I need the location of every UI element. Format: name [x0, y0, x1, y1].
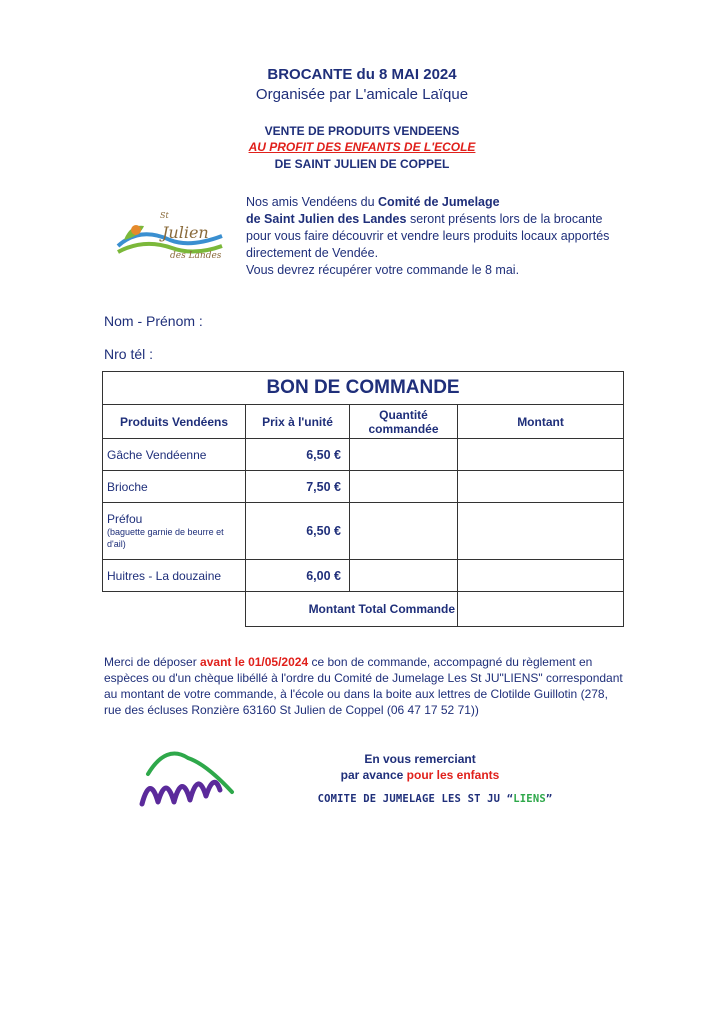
- total-row: [103, 592, 624, 627]
- title-organisee: Organisée par L'amicale Laïque: [255, 86, 469, 103]
- product-price: 6,00 €: [246, 560, 350, 592]
- intro-text-4: Vous devrez récupérer votre commande le 8 mai.: [246, 263, 520, 277]
- product-price: 7,50 €: [246, 471, 350, 503]
- product-name: Préfou: [107, 512, 143, 526]
- thanks-enfants: pour les enfants: [406, 768, 500, 782]
- product-price: 6,50 €: [246, 439, 350, 471]
- amount-cell[interactable]: [458, 503, 624, 560]
- intro-text-1: Nos amis Vendéens du: [246, 195, 379, 209]
- subtitle-vente: VENTE DE PRODUITS VENDEENS: [264, 124, 460, 138]
- product-name: Brioche: [103, 471, 246, 503]
- logo-julien-text: Julien: [162, 223, 209, 242]
- quantity-cell[interactable]: [350, 471, 458, 503]
- product-price: 6,50 €: [246, 503, 350, 560]
- subtitle-profit: AU PROFIT DES ENFANTS DE L'ECOLE: [248, 140, 476, 154]
- footer-instructions: [104, 654, 624, 718]
- product-cell: [103, 503, 246, 560]
- total-empty-cell: [103, 592, 246, 627]
- intro-saint-julien: de Saint Julien des Landes: [246, 212, 407, 226]
- product-name: Huitres - La douzaine: [103, 560, 246, 592]
- title-brocante: BROCANTE du 8 MAI 2024: [267, 66, 457, 83]
- intro-paragraph: [246, 194, 626, 279]
- comite-liens: LIENS: [513, 793, 546, 805]
- table-row: [103, 503, 624, 560]
- logo-st-text: St: [160, 211, 169, 220]
- tel-label: Nro tél :: [104, 346, 154, 362]
- quantity-cell[interactable]: [350, 503, 458, 560]
- order-table: [102, 371, 624, 627]
- thanks-text: par avance: [340, 768, 407, 782]
- order-table-title: BON DE COMMANDE: [103, 372, 624, 405]
- thanks-line-2: [300, 768, 540, 782]
- product-note: (baguette garnie de beurre et d'ail): [107, 527, 224, 549]
- comite-quote-end: ”: [545, 793, 553, 805]
- table-row: [103, 439, 624, 471]
- st-julien-logo: [110, 196, 230, 276]
- subtitle-ecole: DE SAINT JULIEN DE COPPEL: [274, 157, 450, 171]
- footer-text-2: ce bon de commande, accompagné du règlement en espèces ou d'un chèque libéllé à l'ordre du Comité de Jumelage Les St JU"LIENS" correspondant au montant de votre commande, à l'école ou dans la boite aux lettres de Clotilde Guillotin (278, rue des écluses Ronzière 63160 St Julien de Coppel (06 47 17 52 71)): [104, 655, 623, 717]
- intro-comite: Comité de Jumelage: [378, 195, 500, 209]
- amount-cell[interactable]: [458, 560, 624, 592]
- amount-cell[interactable]: [458, 439, 624, 471]
- nom-prenom-label: Nom - Prénom :: [104, 313, 203, 329]
- liens-logo: [136, 744, 236, 814]
- quantity-cell[interactable]: [350, 439, 458, 471]
- col-header-price: Prix à l'unité: [246, 405, 350, 439]
- logo-des-landes-text: des Landes: [170, 251, 222, 261]
- total-label: Montant Total Commande: [246, 592, 458, 627]
- amount-cell[interactable]: [458, 471, 624, 503]
- table-row: [103, 560, 624, 592]
- comite-text: COMITE DE JUMELAGE LES ST JU “: [317, 793, 514, 805]
- product-name: Gâche Vendéenne: [103, 439, 246, 471]
- col-header-quantity: Quantité commandée: [350, 405, 458, 439]
- quantity-cell[interactable]: [350, 560, 458, 592]
- comite-signature: [250, 793, 620, 805]
- col-header-amount: Montant: [458, 405, 624, 439]
- col-header-products: Produits Vendéens: [103, 405, 246, 439]
- table-row: [103, 471, 624, 503]
- thanks-line-1: En vous remerciant: [364, 752, 476, 766]
- footer-deadline: avant le 01/05/2024: [200, 655, 309, 669]
- intro-text-3: seront présents lors de la brocante pour vous faire découvrir et vendre leurs produits locaux apportés directement de Vendée.: [246, 212, 610, 260]
- total-amount-cell[interactable]: [458, 592, 624, 627]
- footer-text-1: Merci de déposer: [104, 655, 201, 669]
